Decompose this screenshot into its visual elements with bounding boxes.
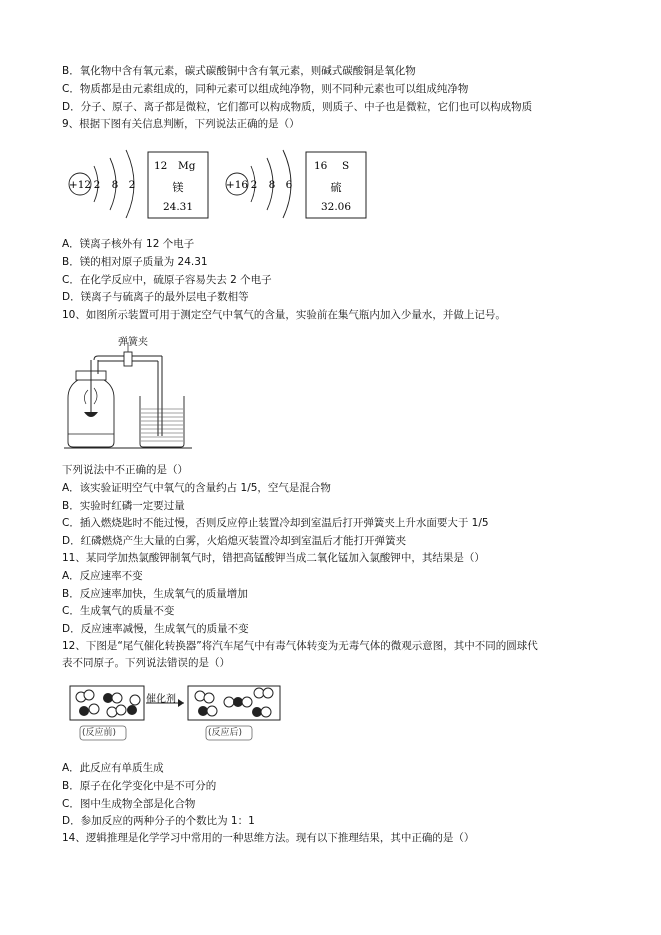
svg-text:24.31: 24.31 bbox=[162, 201, 194, 213]
question-14-stem: 14、逻辑推理是化学学习中常用的一种思维方法。现有以下推理结果，其中正确的是（） bbox=[62, 832, 475, 844]
svg-text:8: 8 bbox=[268, 179, 276, 191]
option-b: B．实验时红磷一定要过量 bbox=[62, 500, 185, 512]
option-d: D．反应速率减慢，生成氧气的质量不变 bbox=[62, 623, 249, 635]
question-10-stem: 10、如图所示装置可用于测定空气中氧气的含量，实验前在集气瓶内加入少量水，并做上记号。 bbox=[62, 309, 506, 321]
option-c: C．图中生成物全部是化合物 bbox=[62, 798, 196, 810]
svg-text:S: S bbox=[342, 160, 350, 172]
s-element-card bbox=[306, 152, 366, 218]
question-9-stem: 9、根据下图有关信息判断，下列说法正确的是（） bbox=[62, 118, 300, 130]
atom-structure-figure bbox=[60, 140, 400, 224]
option-a: A．反应速率不变 bbox=[62, 570, 143, 582]
option-d: D．镁离子与硫离子的最外层电子数相等 bbox=[62, 291, 249, 303]
text-line: B．氧化物中含有氧元素，碳式碳酸铜中含有氧元素，则碱式碳酸铜是氧化物 bbox=[62, 65, 416, 77]
mg-atom-diagram bbox=[69, 150, 135, 218]
svg-text:12: 12 bbox=[154, 160, 168, 172]
text-line: 下列说法中不正确的是（） bbox=[62, 464, 188, 476]
s-atom-diagram bbox=[226, 150, 293, 218]
option-a: A．该实验证明空气中氧气的含量约占 1/5，空气是混合物 bbox=[62, 482, 331, 494]
option-d: D．参加反应的两种分子的个数比为 1：1 bbox=[62, 815, 255, 827]
s-nucleus-label: +16 bbox=[225, 179, 249, 191]
option-c: C．生成氧气的质量不变 bbox=[62, 605, 175, 617]
option-d: D．红磷燃烧产生大量的白雾，火焰熄灭装置冷却到室温后才能打开弹簧夹 bbox=[62, 535, 407, 547]
after-reaction-caption: (反应后) bbox=[208, 728, 243, 738]
svg-text:镁: 镁 bbox=[172, 181, 184, 194]
text-line: C．物质都是由元素组成的，同种元素可以组成纯净物，则不同种元素也可以组成纯净物 bbox=[62, 83, 469, 95]
spring-clamp-label: 弹簧夹 bbox=[118, 337, 148, 348]
text-line: D．分子、原子、离子都是微粒，它们都可以构成物质，则质子、中子也是微粒，它们也可以构成物质 bbox=[62, 101, 533, 113]
option-b: B．原子在化学变化中是不可分的 bbox=[62, 780, 217, 792]
svg-text:8: 8 bbox=[111, 179, 119, 191]
svg-text:2: 2 bbox=[250, 179, 258, 191]
svg-text:2: 2 bbox=[93, 179, 101, 191]
question-11-stem: 11、某同学加热氯酸钾制氧气时，错把高锰酸钾当成二氧化锰加入氯酸钾中，其结果是（） bbox=[62, 552, 485, 564]
oxygen-experiment-figure bbox=[60, 334, 200, 452]
svg-text:6: 6 bbox=[285, 179, 293, 191]
svg-text:16: 16 bbox=[314, 160, 328, 172]
mg-nucleus-label: +12 bbox=[68, 179, 92, 191]
svg-text:硫: 硫 bbox=[330, 181, 342, 194]
mg-element-card bbox=[148, 152, 208, 218]
svg-text:Mg: Mg bbox=[178, 160, 196, 172]
question-12-stem: 12、下图是“尾气催化转换器”将汽车尾气中有毒气体转变为无毒气体的微观示意图，其中不同的圆球代 bbox=[62, 640, 538, 652]
option-b: B．反应速率加快，生成氧气的质量增加 bbox=[62, 588, 248, 600]
option-a: A．镁离子核外有 12 个电子 bbox=[62, 238, 195, 250]
question-12-stem-cont: 表不同原子。下列说法错误的是（） bbox=[62, 657, 230, 669]
svg-text:32.06: 32.06 bbox=[320, 201, 352, 213]
catalyst-label: 催化剂 bbox=[146, 694, 176, 705]
option-c: C．插入燃烧匙时不能过慢，否则反应停止装置冷却到室温后打开弹簧夹上升水面要大于 1/5 bbox=[62, 517, 489, 529]
before-reaction-caption: (反应前) bbox=[82, 728, 117, 738]
option-a: A．此反应有单质生成 bbox=[62, 762, 164, 774]
option-c: C．在化学反应中，硫原子容易失去 2 个电子 bbox=[62, 274, 272, 286]
option-b: B．镁的相对原子质量为 24.31 bbox=[62, 256, 208, 268]
svg-text:2: 2 bbox=[128, 179, 136, 191]
